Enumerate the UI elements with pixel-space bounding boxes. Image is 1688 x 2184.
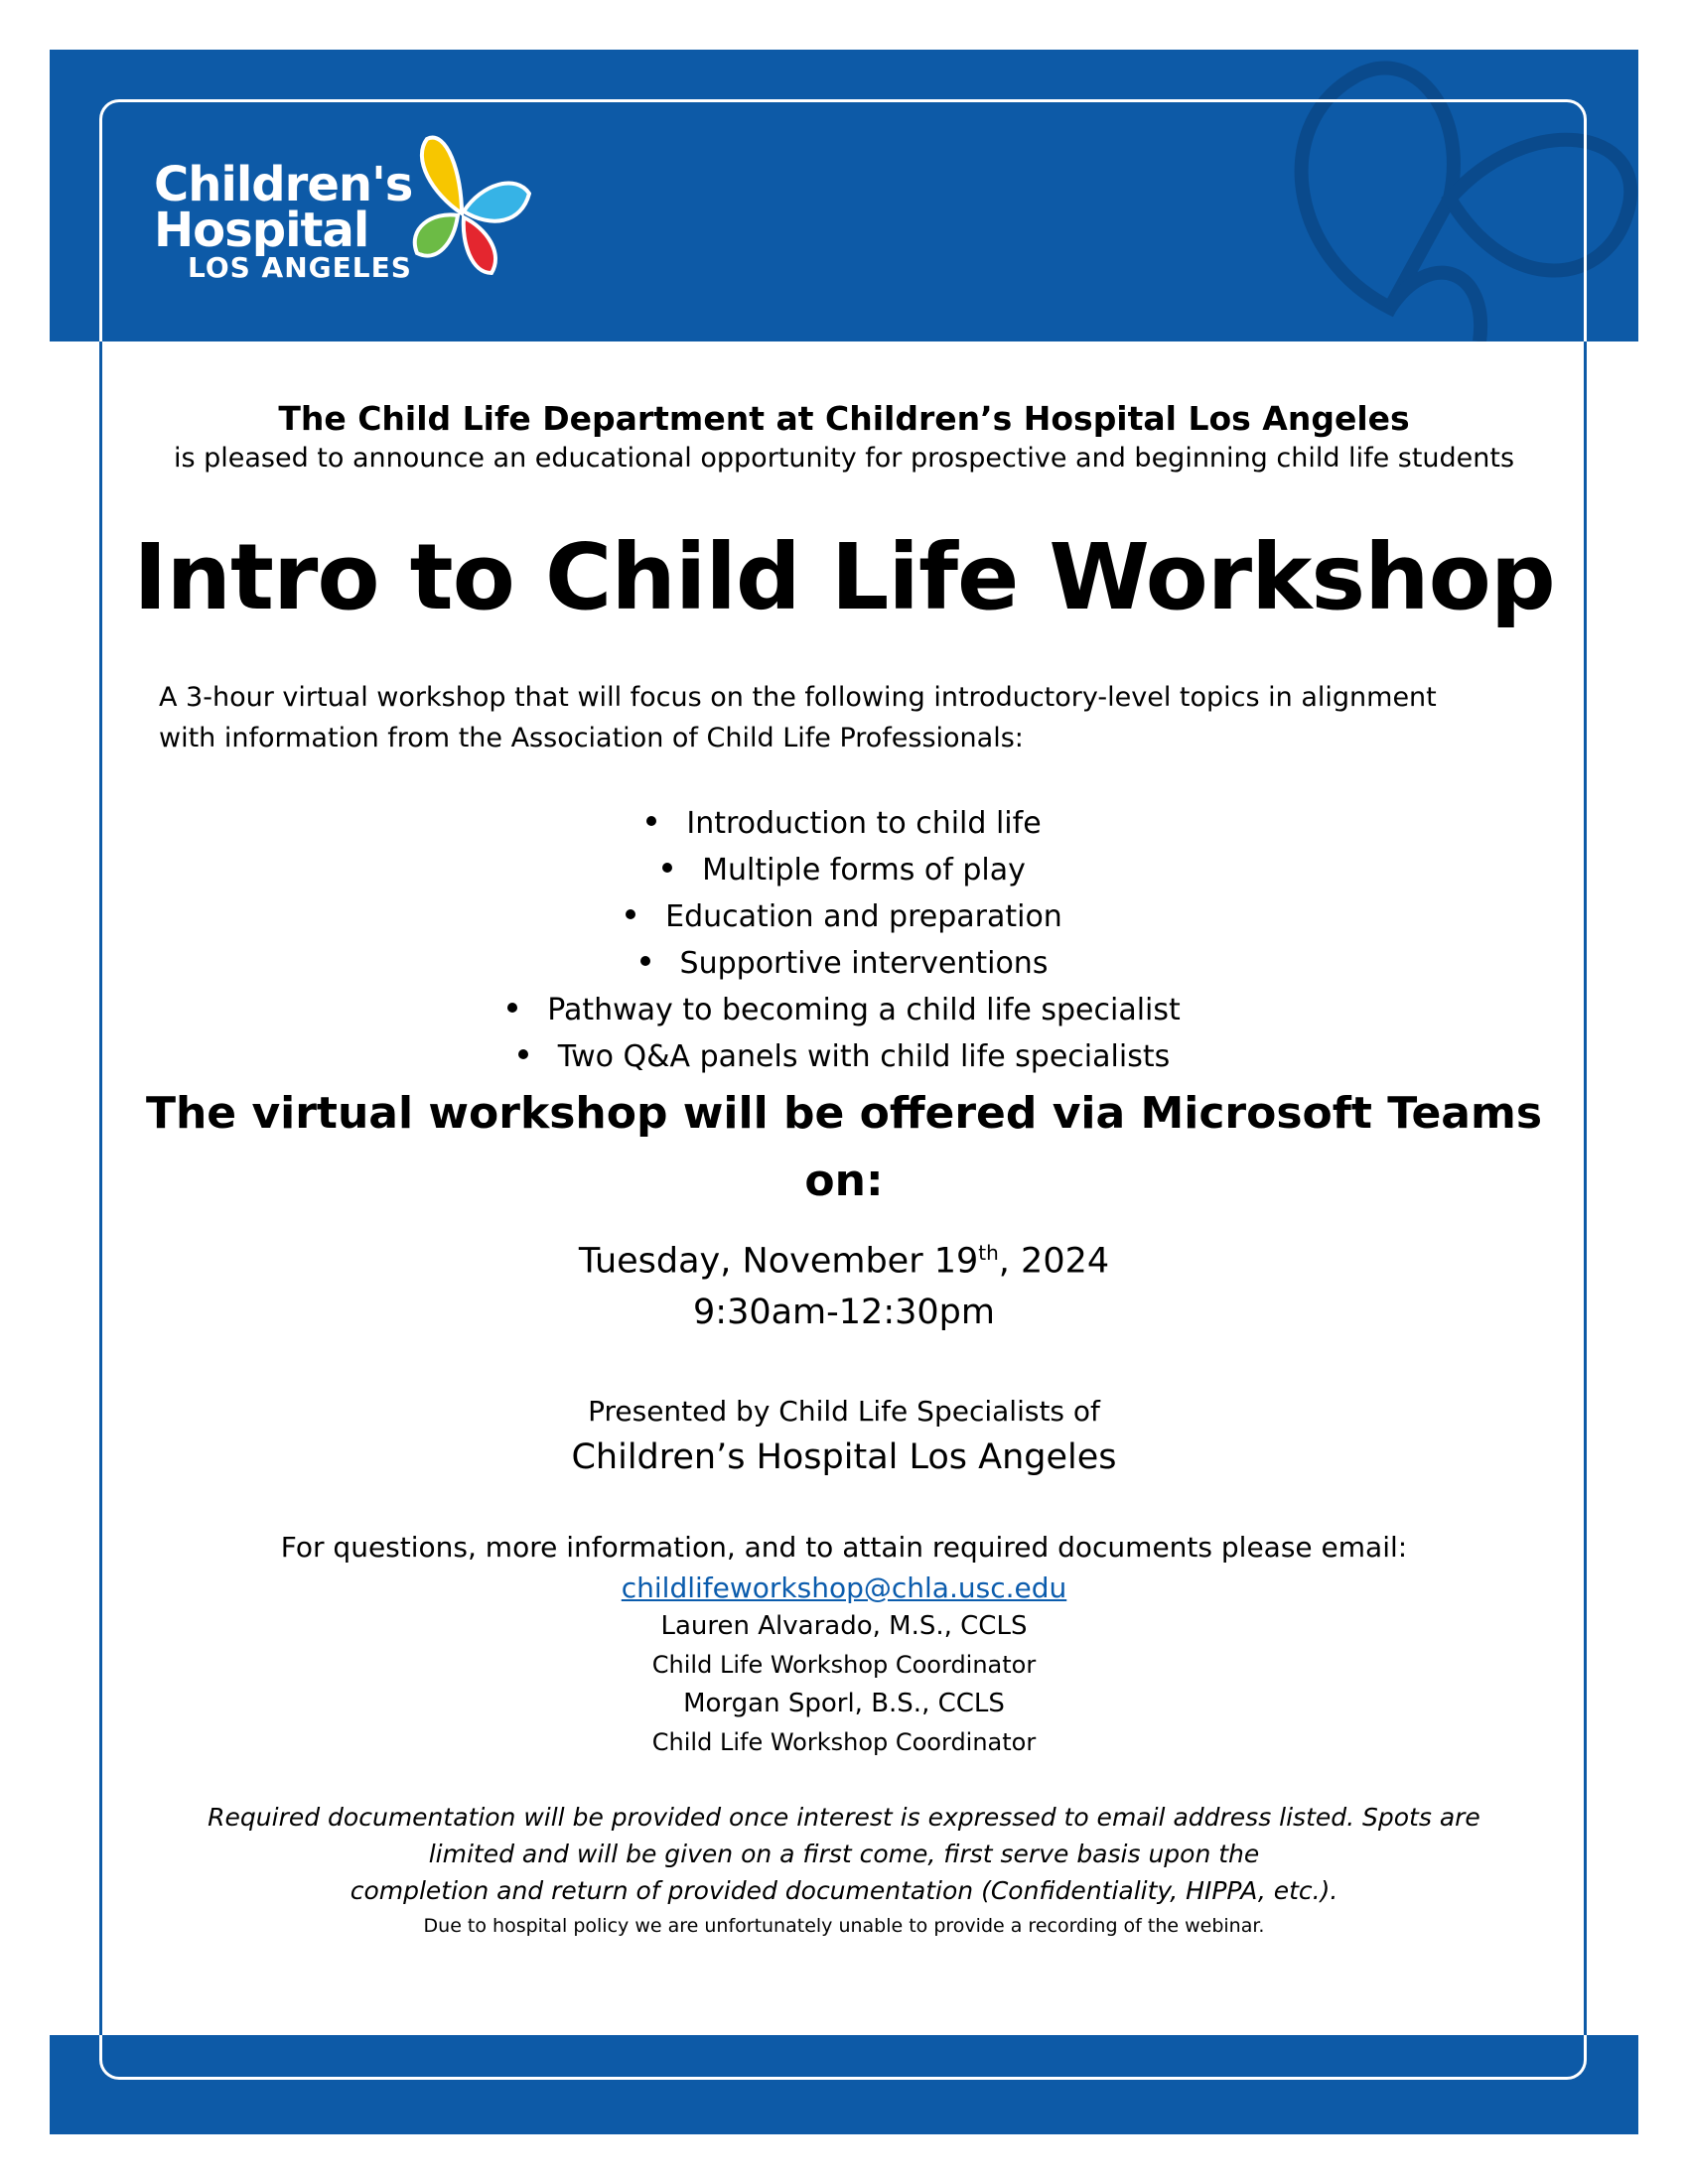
topics-list xyxy=(99,800,1589,1080)
list-item xyxy=(99,893,1589,940)
bullet-icon xyxy=(518,1049,528,1059)
contact-role-2: Child Life Workshop Coordinator xyxy=(651,1728,1037,1756)
date-day: Tuesday, November 19 xyxy=(578,1241,979,1282)
documentation-note-line2: limited and will be given on a first come, first serve basis upon the xyxy=(428,1840,1260,1868)
bullet-icon xyxy=(626,909,635,919)
list-item xyxy=(99,800,1589,847)
list-item xyxy=(99,940,1589,987)
date-suffix: th xyxy=(978,1241,999,1265)
logo-text-line3: LOS ANGELES xyxy=(188,251,412,284)
contact-role-1: Child Life Workshop Coordinator xyxy=(651,1651,1037,1679)
presented-by: Presented by Child Life Specialists of xyxy=(588,1395,1100,1428)
bullet-icon xyxy=(662,863,672,873)
topic-label: Supportive interventions xyxy=(679,946,1049,981)
announcement-text: is pleased to announce an educational opportunity for prospective and beginning child life students xyxy=(173,443,1515,474)
presenter-organization: Children’s Hospital Los Angeles xyxy=(571,1437,1117,1477)
event-date xyxy=(99,1241,1589,1282)
bullet-icon xyxy=(507,1003,517,1013)
event-time: 9:30am-12:30pm xyxy=(693,1293,995,1332)
topic-label: Pathway to becoming a child life specialist xyxy=(547,993,1181,1027)
documentation-note-line3: completion and return of provided documentation (Confidentiality, HIPPA, etc.). xyxy=(350,1876,1338,1905)
contact-name-1: Lauren Alvarado, M.S., CCLS xyxy=(660,1611,1028,1641)
email-link[interactable]: childlifeworkshop@chla.usc.edu xyxy=(621,1571,1067,1604)
logo-text-line2: Hospital xyxy=(154,203,369,258)
documentation-note-line1: Required documentation will be provided once interest is expressed to email address listed. Spots are xyxy=(208,1803,1480,1832)
bullet-icon xyxy=(640,956,650,966)
list-item xyxy=(99,1033,1589,1080)
policy-note: Due to hospital policy we are unfortunately unable to provide a recording of the webinar. xyxy=(423,1915,1265,1937)
butterfly-icon xyxy=(392,134,531,283)
topic-label: Introduction to child life xyxy=(686,806,1042,841)
list-item xyxy=(99,987,1589,1033)
offered-heading: The virtual workshop will be offered via Microsoft Teams on: xyxy=(145,1088,1543,1206)
department-heading: The Child Life Department at Children’s Hospital Los Angeles xyxy=(278,399,1410,438)
topic-label: Education and preparation xyxy=(665,899,1062,934)
hospital-logo xyxy=(154,129,551,298)
list-item xyxy=(99,847,1589,893)
frame-bottom-edge xyxy=(99,2035,1587,2080)
questions-text: For questions, more information, and to attain required documents please email: xyxy=(280,1531,1408,1564)
date-year: , 2024 xyxy=(998,1241,1110,1282)
topic-label: Two Q&A panels with child life specialists xyxy=(557,1039,1171,1074)
bullet-icon xyxy=(646,816,656,826)
intro-paragraph: A 3-hour virtual workshop that will focus on the following introductory-level topics in alignment with information from the Association of Child Life Professionals: xyxy=(159,682,1437,753)
page-title: Intro to Child Life Workshop xyxy=(133,524,1555,630)
contact-name-2: Morgan Sporl, B.S., CCLS xyxy=(683,1689,1005,1718)
logo-text-line1: Children's xyxy=(154,157,413,212)
topic-label: Multiple forms of play xyxy=(702,853,1026,887)
